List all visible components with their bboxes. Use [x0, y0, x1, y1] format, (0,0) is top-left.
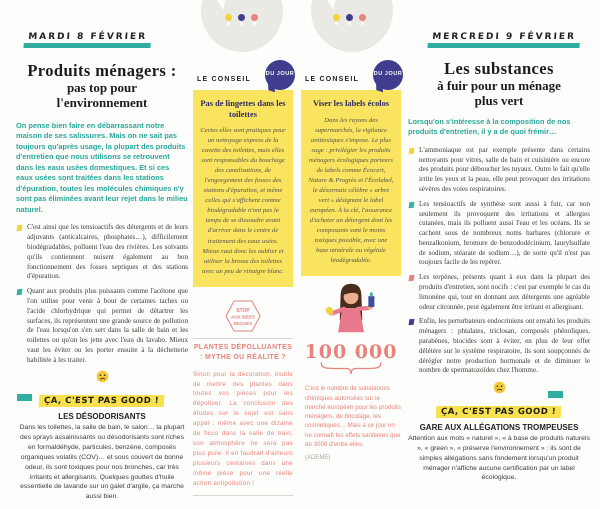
- tip-label: LE CONSEIL: [305, 76, 360, 83]
- bullet-text: C'est ainsi que les tensioactifs des détergents et de leurs adjuvants (anticalcaires, phosphates…), difficilement biodégradables, polluent l'eau des rivières. Les solvants qu'ils contiennent nuisent également au bon fonctionnement des fosses septiques et des stations d'épuration.: [27, 223, 188, 281]
- tip-box: [301, 90, 401, 276]
- title-line: Produits ménagers :: [27, 61, 177, 80]
- tip-of-day-bubble: DU JOUR: [265, 60, 295, 90]
- date-header-left: MARDI 8 FÉVRIER: [23, 32, 151, 48]
- title-line: Les substances: [444, 59, 554, 78]
- bullet-list-left: [16, 223, 188, 365]
- page-title-left: [16, 62, 188, 111]
- badge-line: AUX IDÉES: [231, 314, 255, 320]
- bullet-marker-icon: [409, 275, 415, 281]
- tip-column-left: [193, 0, 293, 500]
- sad-face-icon: [493, 381, 506, 394]
- badge-line: REÇUES: [233, 320, 253, 326]
- myth-body: Sinon pour la décoration, inutile de mettre des plantes dans toutes vos pièces pour les dépolluer. La conclusion des études sur le sujet est sans appel : même avec une dizaine de ficus dans la salle de bain, son atmosphère ne sera pas plus pure. Il en faudrait d'ailleurs plusieurs centaines dans une même pièce pour une réelle action antipollution !: [193, 370, 293, 487]
- myth-section: [193, 299, 293, 496]
- pin-dots: [333, 14, 366, 21]
- title-line: pas top pour: [66, 79, 138, 95]
- bullet-item: [16, 287, 188, 365]
- bullet-marker-icon: [409, 202, 415, 208]
- myth-title: PLANTES DÉPOLLUANTES : MYTHE OU RÉALITÉ ?: [193, 343, 293, 362]
- tip-title: Pas de lingettes dans les toilettes: [200, 99, 286, 119]
- figure-caption: C'est le nombre de substances chimiques autorisées sur le marché européen pour les produits ménagers, de bricolage, les cosmétiques… Mais à ce jour on ne connaît les effets sanitaires que de 3000 d'entre elles.: [305, 385, 401, 448]
- page-title-right: [408, 60, 590, 109]
- tip-header: [301, 70, 401, 88]
- bullet-marker-icon: [17, 289, 23, 295]
- not-good-body: Attention aux mots « naturel », « à base de produits naturels », « green », « préserve l'environnement » : ils sont de simples allégations sans fondement lorsqu'un produit ménager n'affiche aucune certification par un label écologique.: [408, 435, 590, 482]
- not-good-subheading: LES DÉSODORISANTS: [58, 412, 146, 422]
- tip-title: Viser les labels écolos: [312, 99, 390, 108]
- tip-body: Dans les rayons des supermarchés, la vigilance antitoxiques s'impose. Le plus sage : privilégier les produits ménagers écologiques porteurs de labels comme Écocert, Nature & Progrès et l'Écolabel, le désormais célèbre « arbre vert » désignant le label européen. À la clé, l'assurance d'acheter un détergent dont les composants sont le moins toxiques possible, avec une base minérale ou végétale biodégradable.: [308, 116, 394, 265]
- not-good-body: Dans les toilettes, la salle de bain, le salon… la plupart des sprays assainissants ou désodorisants sont riches en formaldéhyde, particules, benzène, composés organiques volatils (COV)… et sous couvert de bonne odeur, ils sont toxiques pour nos bronches, car très irritants et allergisants. Quelques gouttes d'huile essentielle de lavande sur un galet d'argile, ça marche aussi bien.: [19, 424, 185, 501]
- page-corner-tab: [17, 394, 32, 401]
- pin-dot-navy-icon: [238, 14, 245, 21]
- bullet-text: Les terpènes, présents quant à eux dans la plupart des produits d'entretien, sont nocifs : c'est par exemple le cas du limonène qui, tout en donnant aux détergents une agréable odeur citronnée, peut également être irritant et allergisant.: [419, 273, 590, 311]
- intro-paragraph-right: Lorsqu'on s'intéresse à la composition de nos produits d'entretien, il y a de quoi frémir…: [408, 116, 571, 137]
- pin-dot-coral-icon: [359, 14, 366, 21]
- page-left: [16, 0, 188, 509]
- bullet-item: [408, 200, 590, 268]
- bullet-marker-icon: [17, 225, 23, 231]
- title-line: l'environnement: [56, 94, 148, 110]
- intro-paragraph-left: On pense bien faire en débarrassant notre maison de ses salissures. Mais on ne sait pas toujours qu'après usage, la plupart des produits d'entretien que nous utilisons se retrouvent dans les eaux usées domestiques. Et si ces eaux usées sont traitées dans les stations d'épuration, toutes les molécules chimiques n'y sont pas éliminées avant leur rejet dans le milieu naturel.: [16, 120, 188, 214]
- tip-box: [193, 90, 293, 287]
- pin-dot-coral-icon: [251, 14, 258, 21]
- bullet-item: [408, 146, 590, 195]
- bullet-item: [408, 273, 590, 312]
- not-good-heading: ÇA, C'EST PAS GOOD !: [436, 406, 562, 418]
- page-corner-tab: [548, 391, 563, 398]
- not-good-heading: ÇA, C'EST PAS GOOD !: [39, 395, 165, 407]
- bullet-item: [16, 223, 188, 282]
- bullet-list-right: [408, 146, 590, 376]
- divider: [193, 495, 293, 496]
- emoji-row: [16, 370, 188, 388]
- pin-dot-navy-icon: [346, 14, 353, 21]
- tip-column-right: [301, 0, 401, 461]
- date-header-right: MERCREDI 9 FÉVRIER: [428, 32, 581, 48]
- title-line: à fuir pour un ménage: [437, 77, 561, 93]
- bullet-item: [408, 317, 590, 376]
- woman-cleaning-illustration: [307, 282, 395, 334]
- bullet-text: Les tensioactifs de synthèse sont aussi à fuir, car non seulement ils provoquent des irritations et allergies cutanées, mais ils polluent aussi l'eau et les océans. Ils se cachent sous de nombreux noms barbares (chlorure et benzalkonium, bromure de benzododécinium, laurylsulfate de sodium, stéarate de sodium…), de sorte qu'il n'est pas toujours facile de les repérer.: [419, 199, 590, 267]
- bullet-text: Quant aux produits plus puissants comme l'acétone que l'on utilise pour venir à bout de certaines taches ou l'acide chlorhydrique qui permet de détartrer les surfaces, ils représentent une grande source de pollution de l'eau lorsqu'on s'en sert dans la salle de bain et les toilettes ou qu'on les jette avec l'eau du lavabo. Mieux vaut les éviter ou les porter ensuite à la déchetterie habilitée à les traiter.: [27, 287, 188, 364]
- title-line: plus vert: [474, 92, 524, 108]
- stop-ideas-badge: [224, 299, 262, 333]
- curly-brace-icon: [318, 362, 384, 375]
- tip-header: [193, 70, 293, 88]
- big-figure: 100 000: [304, 341, 398, 364]
- tip-label: LE CONSEIL: [197, 76, 252, 83]
- bullet-text: Enfin, les perturbateurs endocriniens ont envahi les produits ménagers : phtalates, triclosan, composés phénoliques, parabènes, biocides sont à éviter, en plus de leur effet délétère sur le système respiratoire, ils sont soupçonnés de dérégler notre production hormonale et de diminuer le nombre de spermatozoïdes chez l'homme.: [419, 317, 590, 375]
- pin-dot-yellow-icon: [333, 14, 340, 21]
- bullet-marker-icon: [409, 319, 415, 325]
- bullet-marker-icon: [409, 148, 415, 154]
- pin-dot-yellow-icon: [225, 14, 232, 21]
- tip-body: Certes elles sont pratiques pour un nettoyage express de la cuvette des toilettes, mais elles sont responsables du bouchage des canalisations, de l'engorgement des fosses des stations d'épuration, et même celles qui s'affichent comme biodégradable n'ont pas le temps de se dissoudre avant d'arriver dans le centre de traitement des eaux usées. Mieux vaut donc les oublier et utiliser la brosse des toilettes avec un peu de vinaigre blanc.: [200, 127, 286, 275]
- pin-dots: [225, 14, 258, 21]
- divider: [193, 338, 293, 339]
- figure-source: (ADEME): [305, 455, 331, 462]
- tip-of-day-bubble: DU JOUR: [373, 60, 403, 90]
- sad-face-icon: [96, 370, 109, 383]
- badge-line: STOP: [236, 307, 250, 314]
- bullet-text: L'ammoniaque est par exemple présente dans certains nettoyants pour vitres, salle de bain et cuisinière ou encore des produits pour déboucher les tuyaux. Outre le fait qu'elle irrite les yeux et la peau, elle peut provoquer des irritations sévères des voies respiratoires.: [419, 145, 590, 193]
- not-good-subheading: GARE AUX ALLÉGATIONS TROMPEUSES: [419, 423, 579, 433]
